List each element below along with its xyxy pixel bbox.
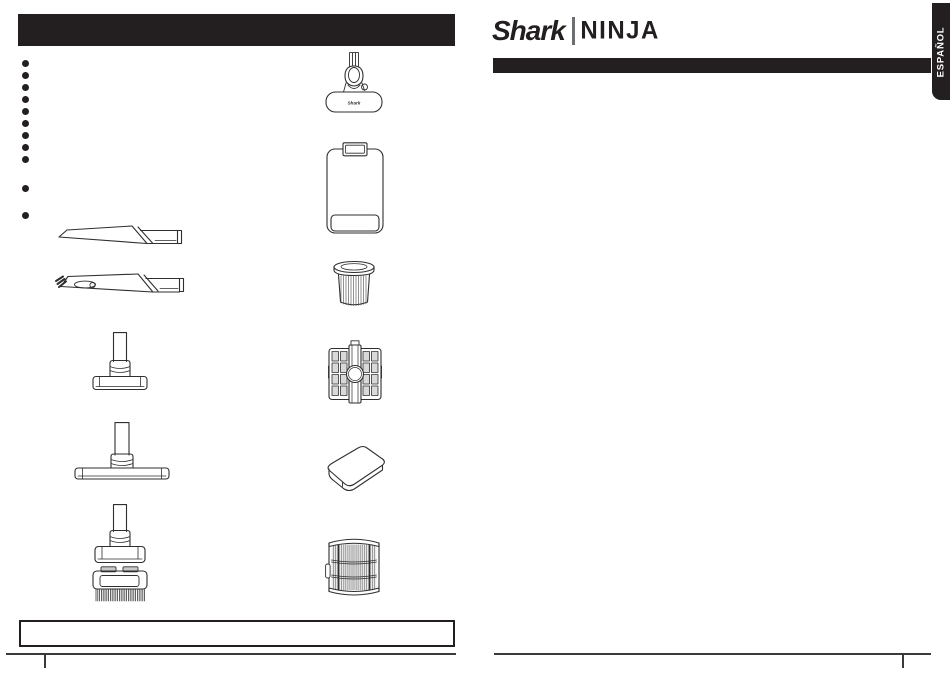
logo-separator-bar <box>572 17 576 45</box>
footer-rule-right <box>494 653 931 655</box>
bullet-dot <box>22 84 29 91</box>
footer-rule-left <box>6 653 456 655</box>
filter-grid-illustration <box>328 340 382 406</box>
power-brush-illustration <box>324 52 384 116</box>
bullet-dot <box>22 132 29 139</box>
sharkninja-logo <box>492 15 660 47</box>
crevice-tool-illustration <box>56 224 184 254</box>
language-tab-espanol <box>932 3 950 100</box>
note-box <box>19 620 455 647</box>
bullet-dot <box>22 60 29 67</box>
logo-shark-text: Shark <box>492 15 565 46</box>
dusting-nozzle-illustration <box>92 332 148 396</box>
footer-tick-right <box>902 653 904 668</box>
bullet-dot <box>22 120 29 127</box>
wide-floor-nozzle-illustration <box>74 422 170 482</box>
logo-ninja-text: NINJA <box>580 16 660 45</box>
bullet-dot <box>22 156 29 163</box>
bullet-dot <box>22 108 29 115</box>
footer-tick-left <box>44 653 46 668</box>
language-tab-label: ESPAÑOL <box>935 26 947 77</box>
pet-brush-illustration <box>92 566 148 604</box>
hepa-filter-illustration <box>325 533 383 599</box>
foam-filter-illustration <box>321 444 389 494</box>
section-header-bar-right <box>493 58 931 73</box>
brush-crevice-tool-illustration <box>54 272 186 302</box>
section-header-bar <box>18 14 455 46</box>
bullet-dot <box>22 72 29 79</box>
bullet-dot <box>22 185 29 192</box>
pre-motor-filter-illustration <box>331 260 377 308</box>
power-brush-shark-label: Shark <box>347 100 361 106</box>
bullet-dot <box>22 144 29 151</box>
upholstery-tool-illustration <box>94 504 146 568</box>
bullet-list <box>22 60 29 219</box>
bullet-dot <box>22 212 29 219</box>
dust-cup-illustration <box>326 142 384 234</box>
bullet-dot <box>22 96 29 103</box>
